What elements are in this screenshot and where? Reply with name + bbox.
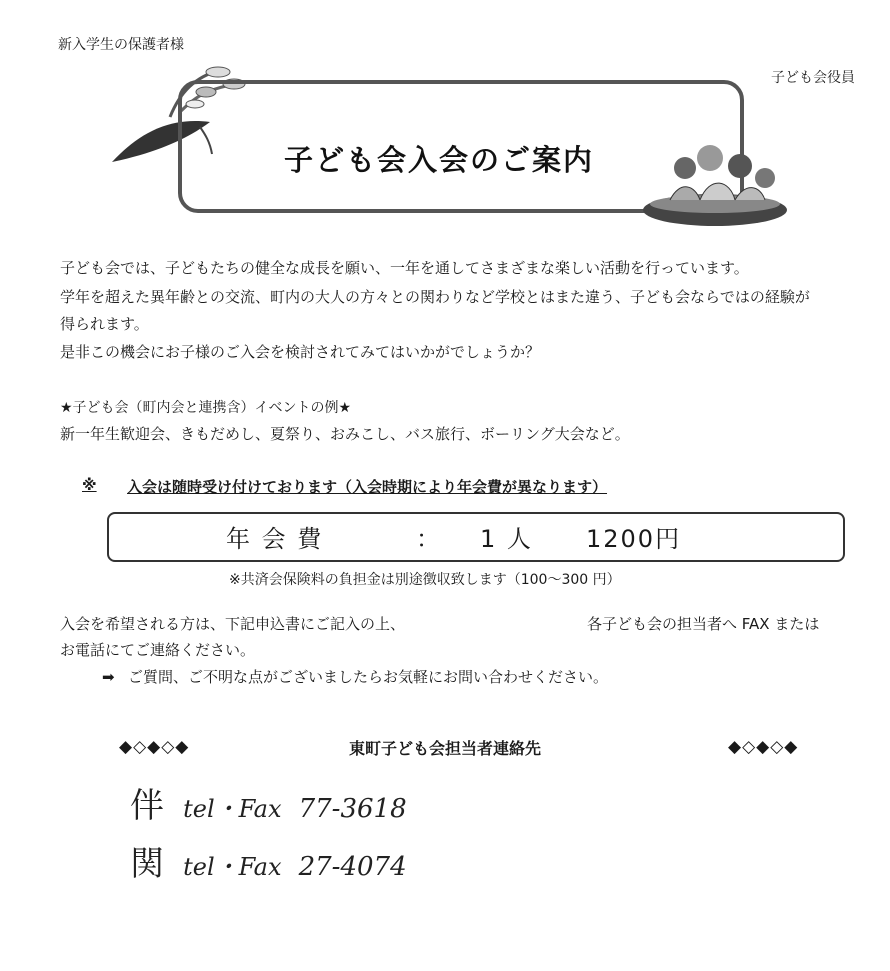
- diamonds-left: ◆◇◆◇◆: [119, 737, 190, 757]
- apply-line-3: ご質問、ご不明な点がございましたらお気軽にお問い合わせください。: [128, 668, 609, 686]
- sender: 子ども会役員: [771, 70, 855, 86]
- diamonds-right: ◆◇◆◇◆: [728, 737, 799, 757]
- fee-colon: ：: [416, 525, 442, 553]
- notice-mark: ※: [82, 476, 97, 494]
- contact-entry: [130, 836, 407, 885]
- contact-label: tel・Fax: [183, 853, 282, 881]
- fee-label: 年 会 費: [226, 525, 324, 553]
- apply-line-1-left: 入会を希望される方は、下記申込書にご記入の上、: [60, 615, 406, 633]
- apply-line-1-right: 各子ども会の担当者へ FAX または: [587, 615, 820, 633]
- contact-entry: [130, 778, 407, 827]
- contact-number: 27-4074: [298, 852, 407, 882]
- contact-number: 77-3618: [298, 794, 407, 824]
- events-heading: ★子ども会（町内会と連携含）イベントの例★: [60, 400, 352, 416]
- contact-name: 伴: [130, 786, 164, 826]
- fee-box: [107, 512, 845, 562]
- flower-pot-decoration: [640, 140, 790, 235]
- intro-line-2: 学年を超えた異年齢との交流、町内の大人の方々との関わりなど学校とはまた違う、子ども会ならではの経験が: [60, 288, 810, 306]
- notice-text: 入会は随時受け付けております（入会時期により年会費が異なります）: [127, 478, 608, 496]
- intro-line-3: 得られます。: [60, 315, 149, 333]
- apply-line-2: お電話にてご連絡ください。: [60, 641, 256, 659]
- fee-per: 1 人: [480, 525, 533, 553]
- intro-line-1: 子ども会では、子どもたちの健全な成長を願い、一年を通してさまざまな楽しい活動を行っています。: [60, 259, 749, 277]
- addressee: 新入学生の保護者様: [58, 37, 184, 53]
- contact-name: 関: [130, 844, 164, 884]
- contact-label: tel・Fax: [183, 795, 282, 823]
- contact-heading: 東町子ども会担当者連絡先: [349, 739, 542, 758]
- page-title: 子ども会入会のご案内: [284, 143, 595, 177]
- fee-note: ※共済会保険料の負担金は別途徴収致します（100～300 円）: [229, 572, 621, 588]
- intro-line-4: 是非この機会にお子様のご入会を検討されてみてはいかがでしょうか？: [60, 343, 541, 361]
- fee-amount: 1200円: [586, 525, 682, 553]
- events-list: 新一年生歓迎会、きもだめし、夏祭り、おみこし、バス旅行、ボーリング大会など。: [60, 425, 630, 443]
- arrow-icon: ➡: [102, 668, 115, 686]
